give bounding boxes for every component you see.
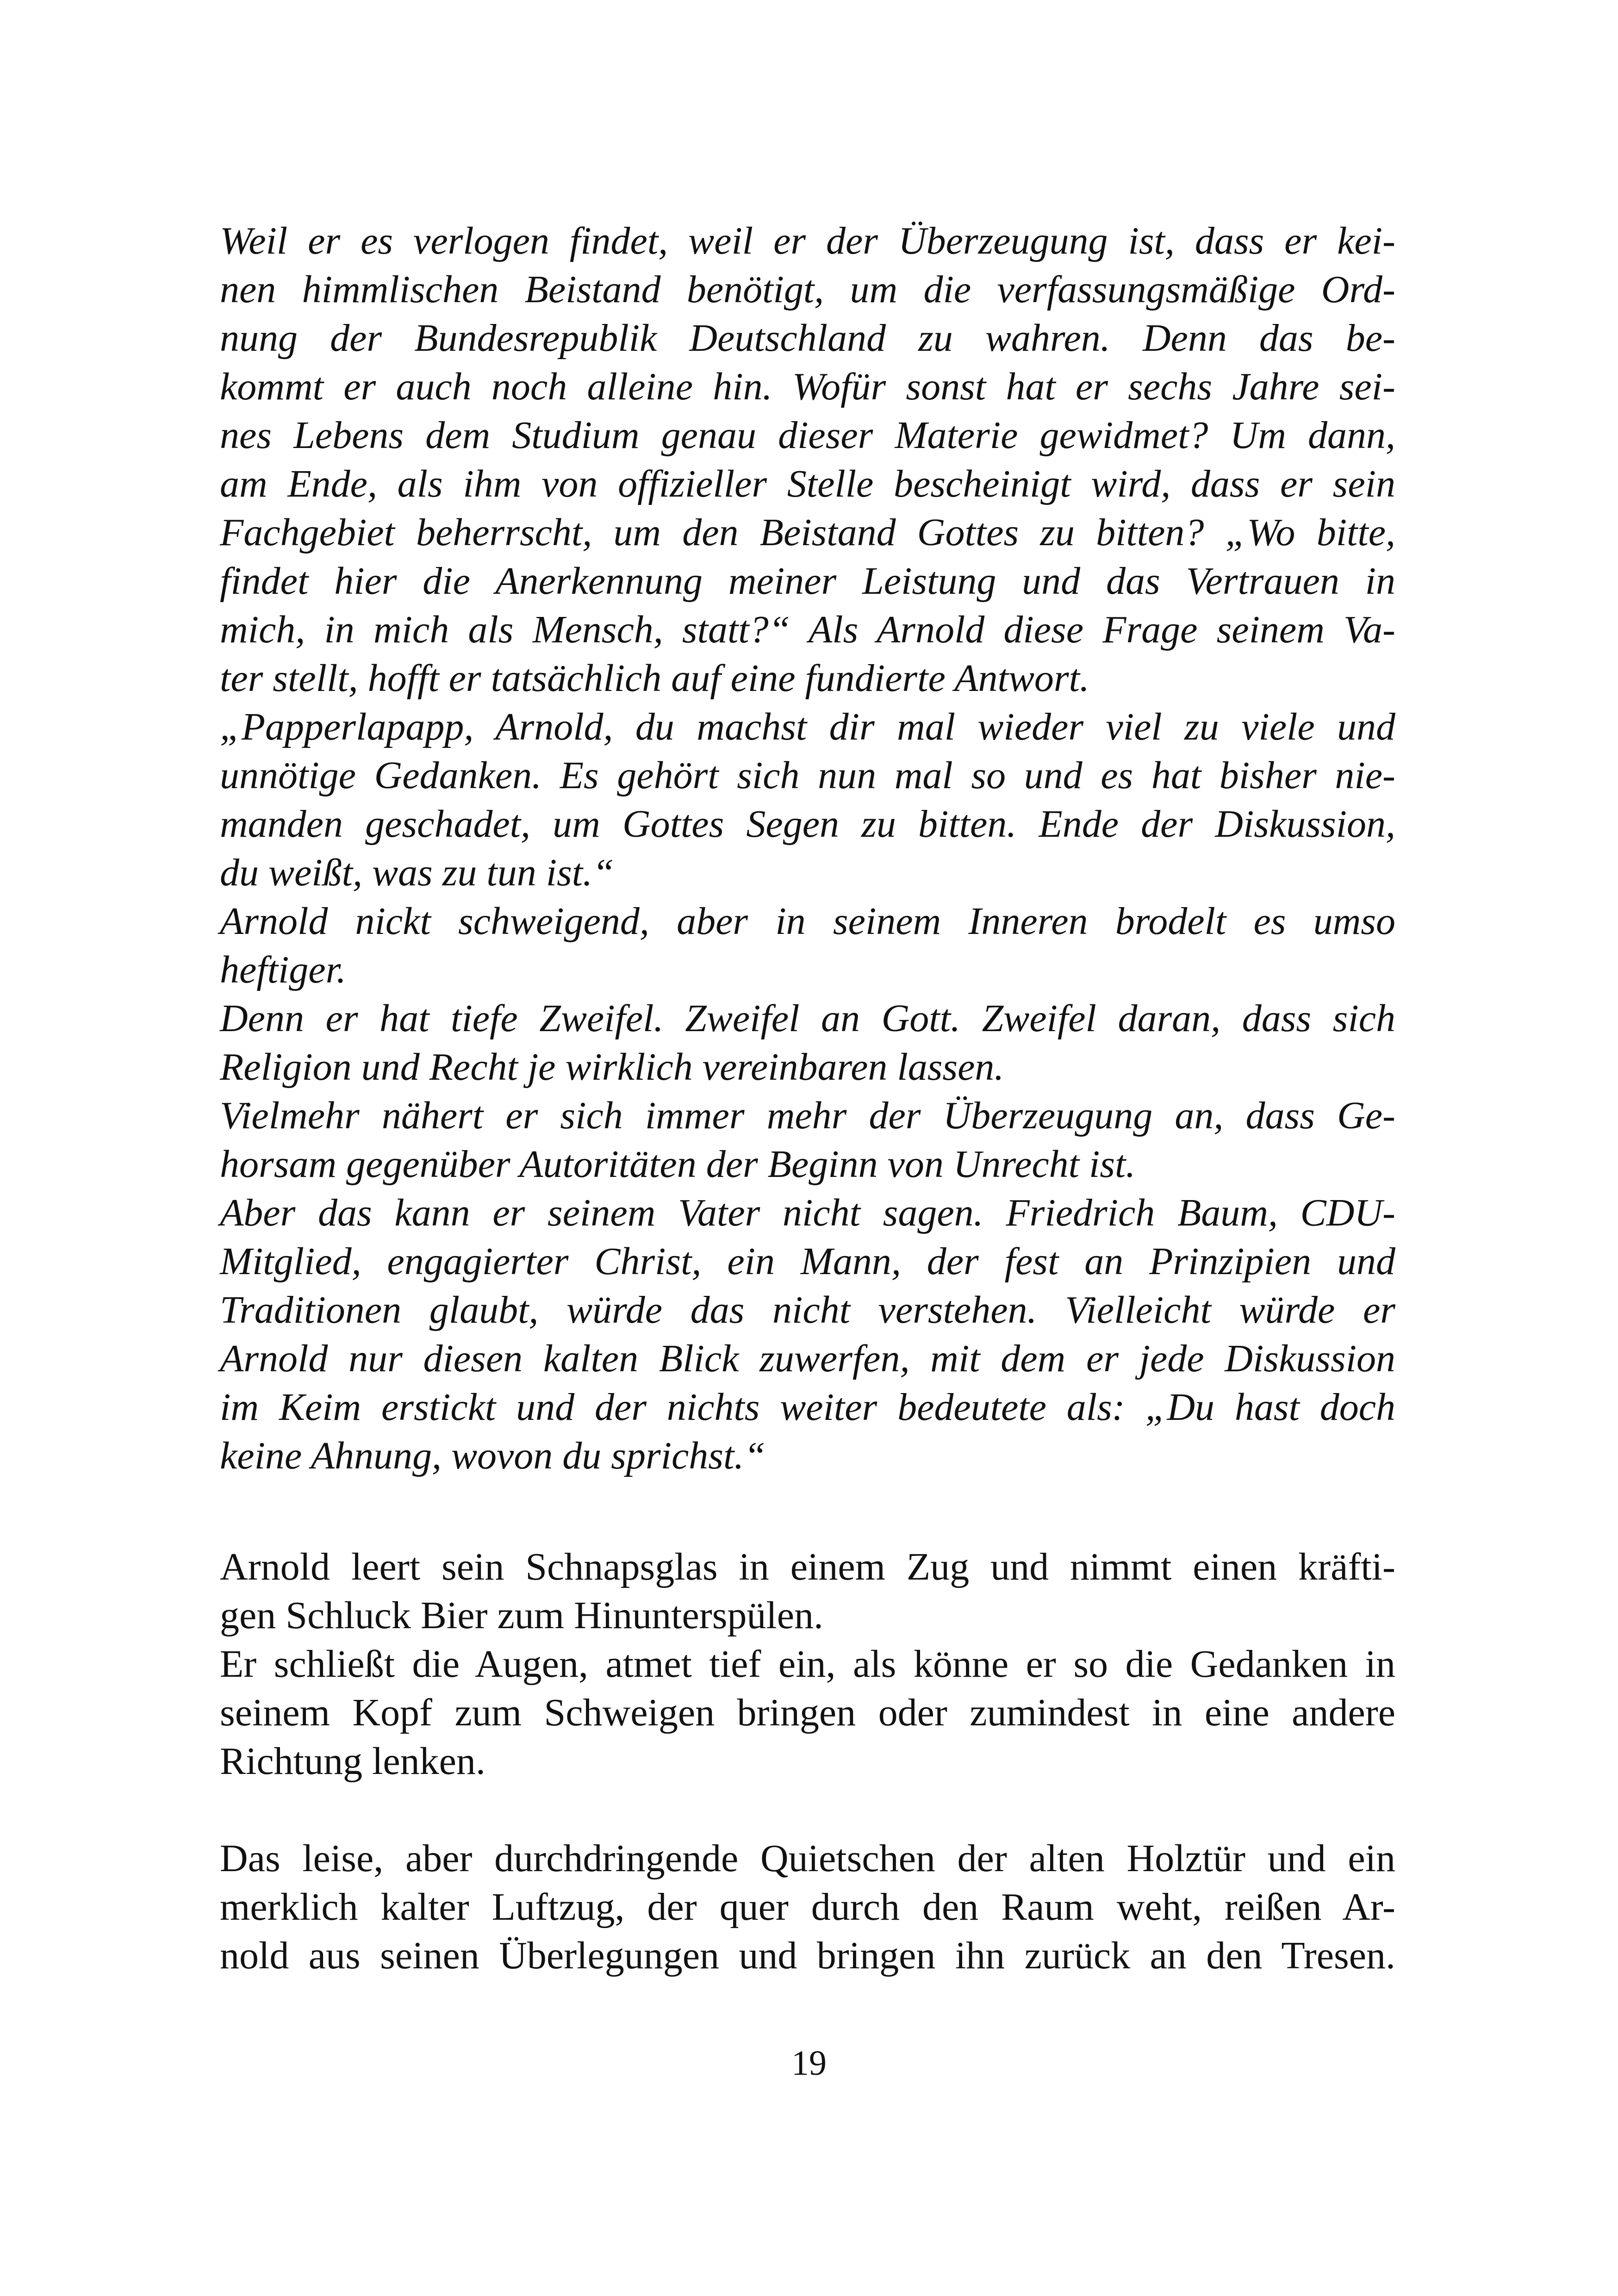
text-line: nen himmlischen Beistand benötigt, um die verfassungsmäßige Ord- xyxy=(220,268,1395,311)
text-line: Aber das kann er seinem Vater nicht sagen. Friedrich Baum, CDU- xyxy=(220,1191,1395,1234)
text-line: nes Lebens dem Studium genau dieser Materie gewidmet? Um dann, xyxy=(220,414,1395,457)
paragraph-schnapsglas xyxy=(220,1543,1395,1786)
text-line: Das leise, aber durchdringende Quietschen der alten Holztür und ein xyxy=(220,1837,1395,1880)
text-line: Richtung lenken. xyxy=(220,1740,485,1783)
text-line: Religion und Recht je wirklich vereinbaren lassen. xyxy=(220,1045,1004,1089)
text-line: seinem Kopf zum Schweigen bringen oder zumindest in eine andere xyxy=(220,1691,1395,1734)
text-line: Traditionen glaubt, würde das nicht verstehen. Vielleicht würde er xyxy=(220,1288,1395,1332)
text-line: Denn er hat tiefe Zweifel. Zweifel an Gott. Zweifel daran, dass sich xyxy=(220,997,1395,1040)
text-line: ter stellt, hofft er tatsächlich auf eine fundierte Antwort. xyxy=(220,657,1089,700)
text-line: unnötige Gedanken. Es gehört sich nun mal so und es hat bisher nie- xyxy=(220,754,1395,797)
text-line: Mitglied, engagierter Christ, ein Mann, der fest an Prinzipien und xyxy=(220,1240,1395,1283)
text-line: Weil er es verlogen findet, weil er der Überzeugung ist, dass er kei- xyxy=(220,219,1395,262)
text-line: merklich kalter Luftzug, der quer durch den Raum weht, reißen Ar- xyxy=(220,1885,1395,1929)
italic-passage xyxy=(220,217,1395,1480)
text-line: Arnold nur diesen kalten Blick zuwerfen, mit dem er jede Diskussion xyxy=(220,1337,1395,1380)
text-line: keine Ahnung, wovon du sprichst.“ xyxy=(220,1434,766,1477)
text-line: mich, in mich als Mensch, statt?“ Als Arnold diese Frage seinem Va- xyxy=(220,608,1395,651)
text-line: Arnold nickt schweigend, aber in seinem Inneren brodelt es umso xyxy=(220,900,1395,943)
paragraph-holztuer xyxy=(220,1834,1395,1980)
text-line: am Ende, als ihm von offizieller Stelle bescheinigt wird, dass er sein xyxy=(220,462,1395,505)
text-line: Er schließt die Augen, atmet tief ein, als könne er so die Gedanken in xyxy=(220,1643,1395,1686)
text-line: im Keim erstickt und der nichts weiter bedeutete als: „Du hast doch xyxy=(220,1386,1395,1429)
text-line: kommt er auch noch alleine hin. Wofür sonst hat er sechs Jahre sei- xyxy=(220,365,1395,408)
text-line: „Papperlapapp, Arnold, du machst dir mal wieder viel zu viele und xyxy=(220,705,1395,748)
text-line: nung der Bundesrepublik Deutschland zu wahren. Denn das be- xyxy=(220,317,1395,360)
text-line: gen Schluck Bier zum Hinunterspülen. xyxy=(220,1594,824,1637)
page-number: 19 xyxy=(791,2044,827,2083)
text-line: du weißt, was zu tun ist.“ xyxy=(220,851,614,894)
text-line: Fachgebiet beherrscht, um den Beistand Gottes zu bitten? „Wo bitte, xyxy=(220,511,1395,554)
text-line: findet hier die Anerkennung meiner Leistung und das Vertrauen in xyxy=(220,560,1395,603)
text-line: nold aus seinen Überlegungen und bringen ihn zurück an den Tresen. xyxy=(220,1934,1395,1977)
text-line: manden geschadet, um Gottes Segen zu bitten. Ende der Diskussion, xyxy=(220,803,1395,846)
text-line: heftiger. xyxy=(220,948,346,991)
text-line: horsam gegenüber Autoritäten der Beginn von Unrecht ist. xyxy=(220,1143,1136,1186)
text-line: Vielmehr nähert er sich immer mehr der Überzeugung an, dass Ge- xyxy=(220,1094,1395,1137)
text-line: Arnold leert sein Schnapsglas in einem Zug und nimmt einen kräfti- xyxy=(220,1545,1395,1588)
